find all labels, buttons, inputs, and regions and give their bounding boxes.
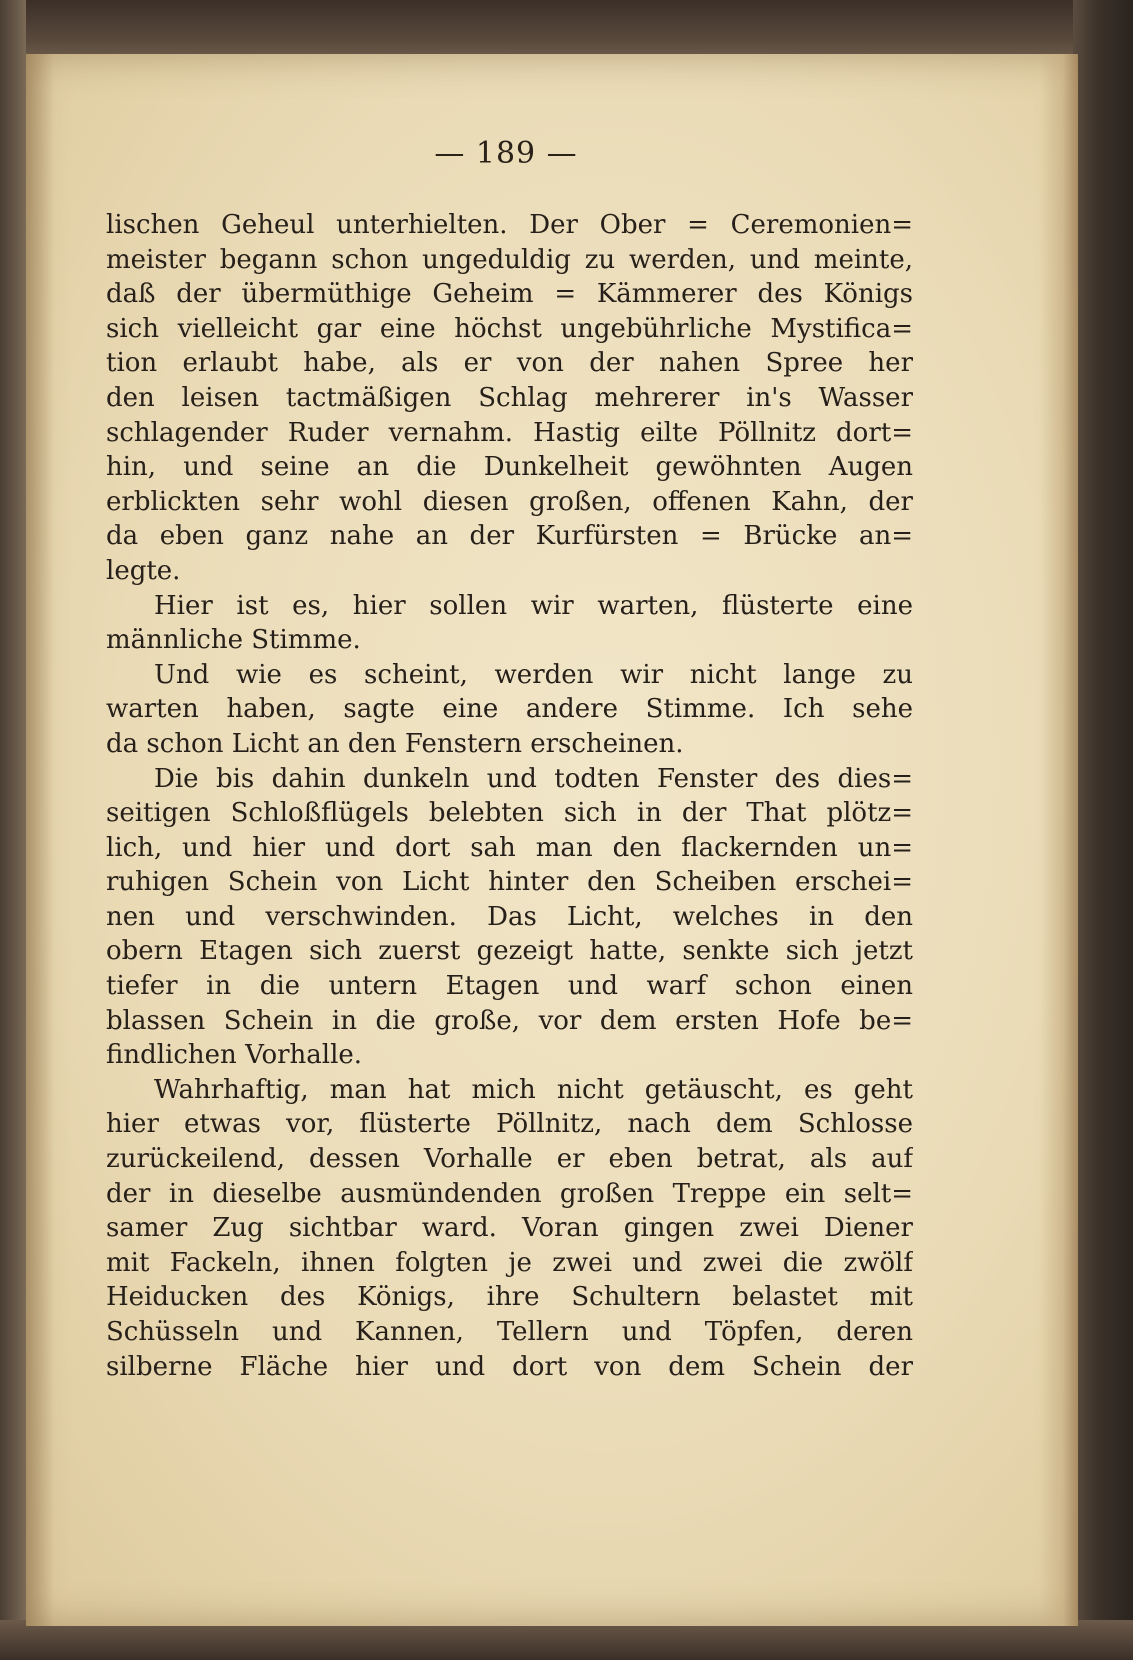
body-text [106, 208, 913, 1384]
text-line: hier etwas vor, flüsterte Pöllnitz, nach dem Schlosse [106, 1109, 913, 1140]
text-line: blassen Schein in die große, vor dem ersten Hofe be= [106, 1005, 913, 1036]
text-line: erblickten sehr wohl diesen großen, offenen Kahn, der [106, 486, 913, 517]
text-line: lich, und hier und dort sah man den flackernden un= [106, 832, 913, 863]
text-line: Heiducken des Königs, ihre Schultern belastet mit [106, 1282, 913, 1313]
text-line: hin, und seine an die Dunkelheit gewöhnten Augen [106, 452, 913, 483]
text-line: seitigen Schloßflügels belebten sich in der That plötz= [106, 798, 913, 829]
book-cover-right-edge [1073, 0, 1133, 1660]
text-line: nen und verschwinden. Das Licht, welches in den [106, 901, 913, 932]
text-line: Die bis dahin dunkeln und todten Fenster des dies= [154, 763, 913, 794]
text-line: silberne Fläche hier und dort von dem Schein der [106, 1351, 913, 1382]
text-line: Wahrhaftig, man hat mich nicht getäuscht, es geht [154, 1074, 913, 1105]
text-line: findlichen Vorhalle. [106, 1040, 363, 1071]
paper-page [26, 54, 1078, 1626]
text-line: lischen Geheul unterhielten. Der Ober = Ceremonien= [106, 210, 913, 240]
text-line: Hier ist es, hier sollen wir warten, flüsterte eine [154, 590, 913, 621]
text-line: männliche Stimme. [106, 625, 361, 656]
text-line: da eben ganz nahe an der Kurfürsten = Brücke an= [106, 521, 913, 552]
text-line: da schon Licht an den Fenstern erscheinen. [106, 728, 684, 759]
text-line: tiefer in die untern Etagen und warf schon einen [106, 971, 913, 1002]
text-line: tion erlaubt habe, als er von der nahen Spree her [106, 348, 913, 379]
text-line: samer Zug sichtbar ward. Voran gingen zwei Diener [106, 1213, 913, 1244]
book-cover-top-edge [0, 0, 1133, 60]
text-line: warten haben, sagte eine andere Stimme. Ich sehe [106, 694, 913, 725]
text-line: daß der übermüthige Geheim = Kämmerer des Königs [106, 279, 913, 310]
text-line: Schüsseln und Kannen, Tellern und Töpfen, deren [106, 1317, 913, 1347]
text-line: Und wie es scheint, werden wir nicht lange zu [154, 659, 913, 690]
page-gutter-shadow [26, 54, 54, 1626]
text-line: meister begann schon ungeduldig zu werden, und meinte, [106, 244, 913, 275]
page-fore-edge [1040, 54, 1078, 1626]
book-spine-edge [0, 0, 26, 1660]
text-line: mit Fackeln, ihnen folgten je zwei und zwei die zwölf [106, 1247, 913, 1278]
page-number: — 189 — [434, 136, 578, 171]
text-line: legte. [106, 555, 181, 586]
book-cover-bottom-edge [0, 1620, 1133, 1660]
text-line: ruhigen Schein von Licht hinter den Scheiben erschei= [106, 867, 913, 898]
text-line: obern Etagen sich zuerst gezeigt hatte, senkte sich jetzt [106, 936, 913, 967]
text-line: zurückeilend, dessen Vorhalle er eben betrat, als auf [106, 1144, 913, 1175]
text-line: den leisen tactmäßigen Schlag mehrerer in's Wasser [106, 382, 913, 413]
text-line: der in dieselbe ausmündenden großen Treppe ein selt= [106, 1178, 913, 1209]
text-line: sich vielleicht gar eine höchst ungebührliche Mystifica= [106, 313, 913, 344]
text-line: schlagender Ruder vernahm. Hastig eilte Pöllnitz dort= [106, 417, 913, 448]
